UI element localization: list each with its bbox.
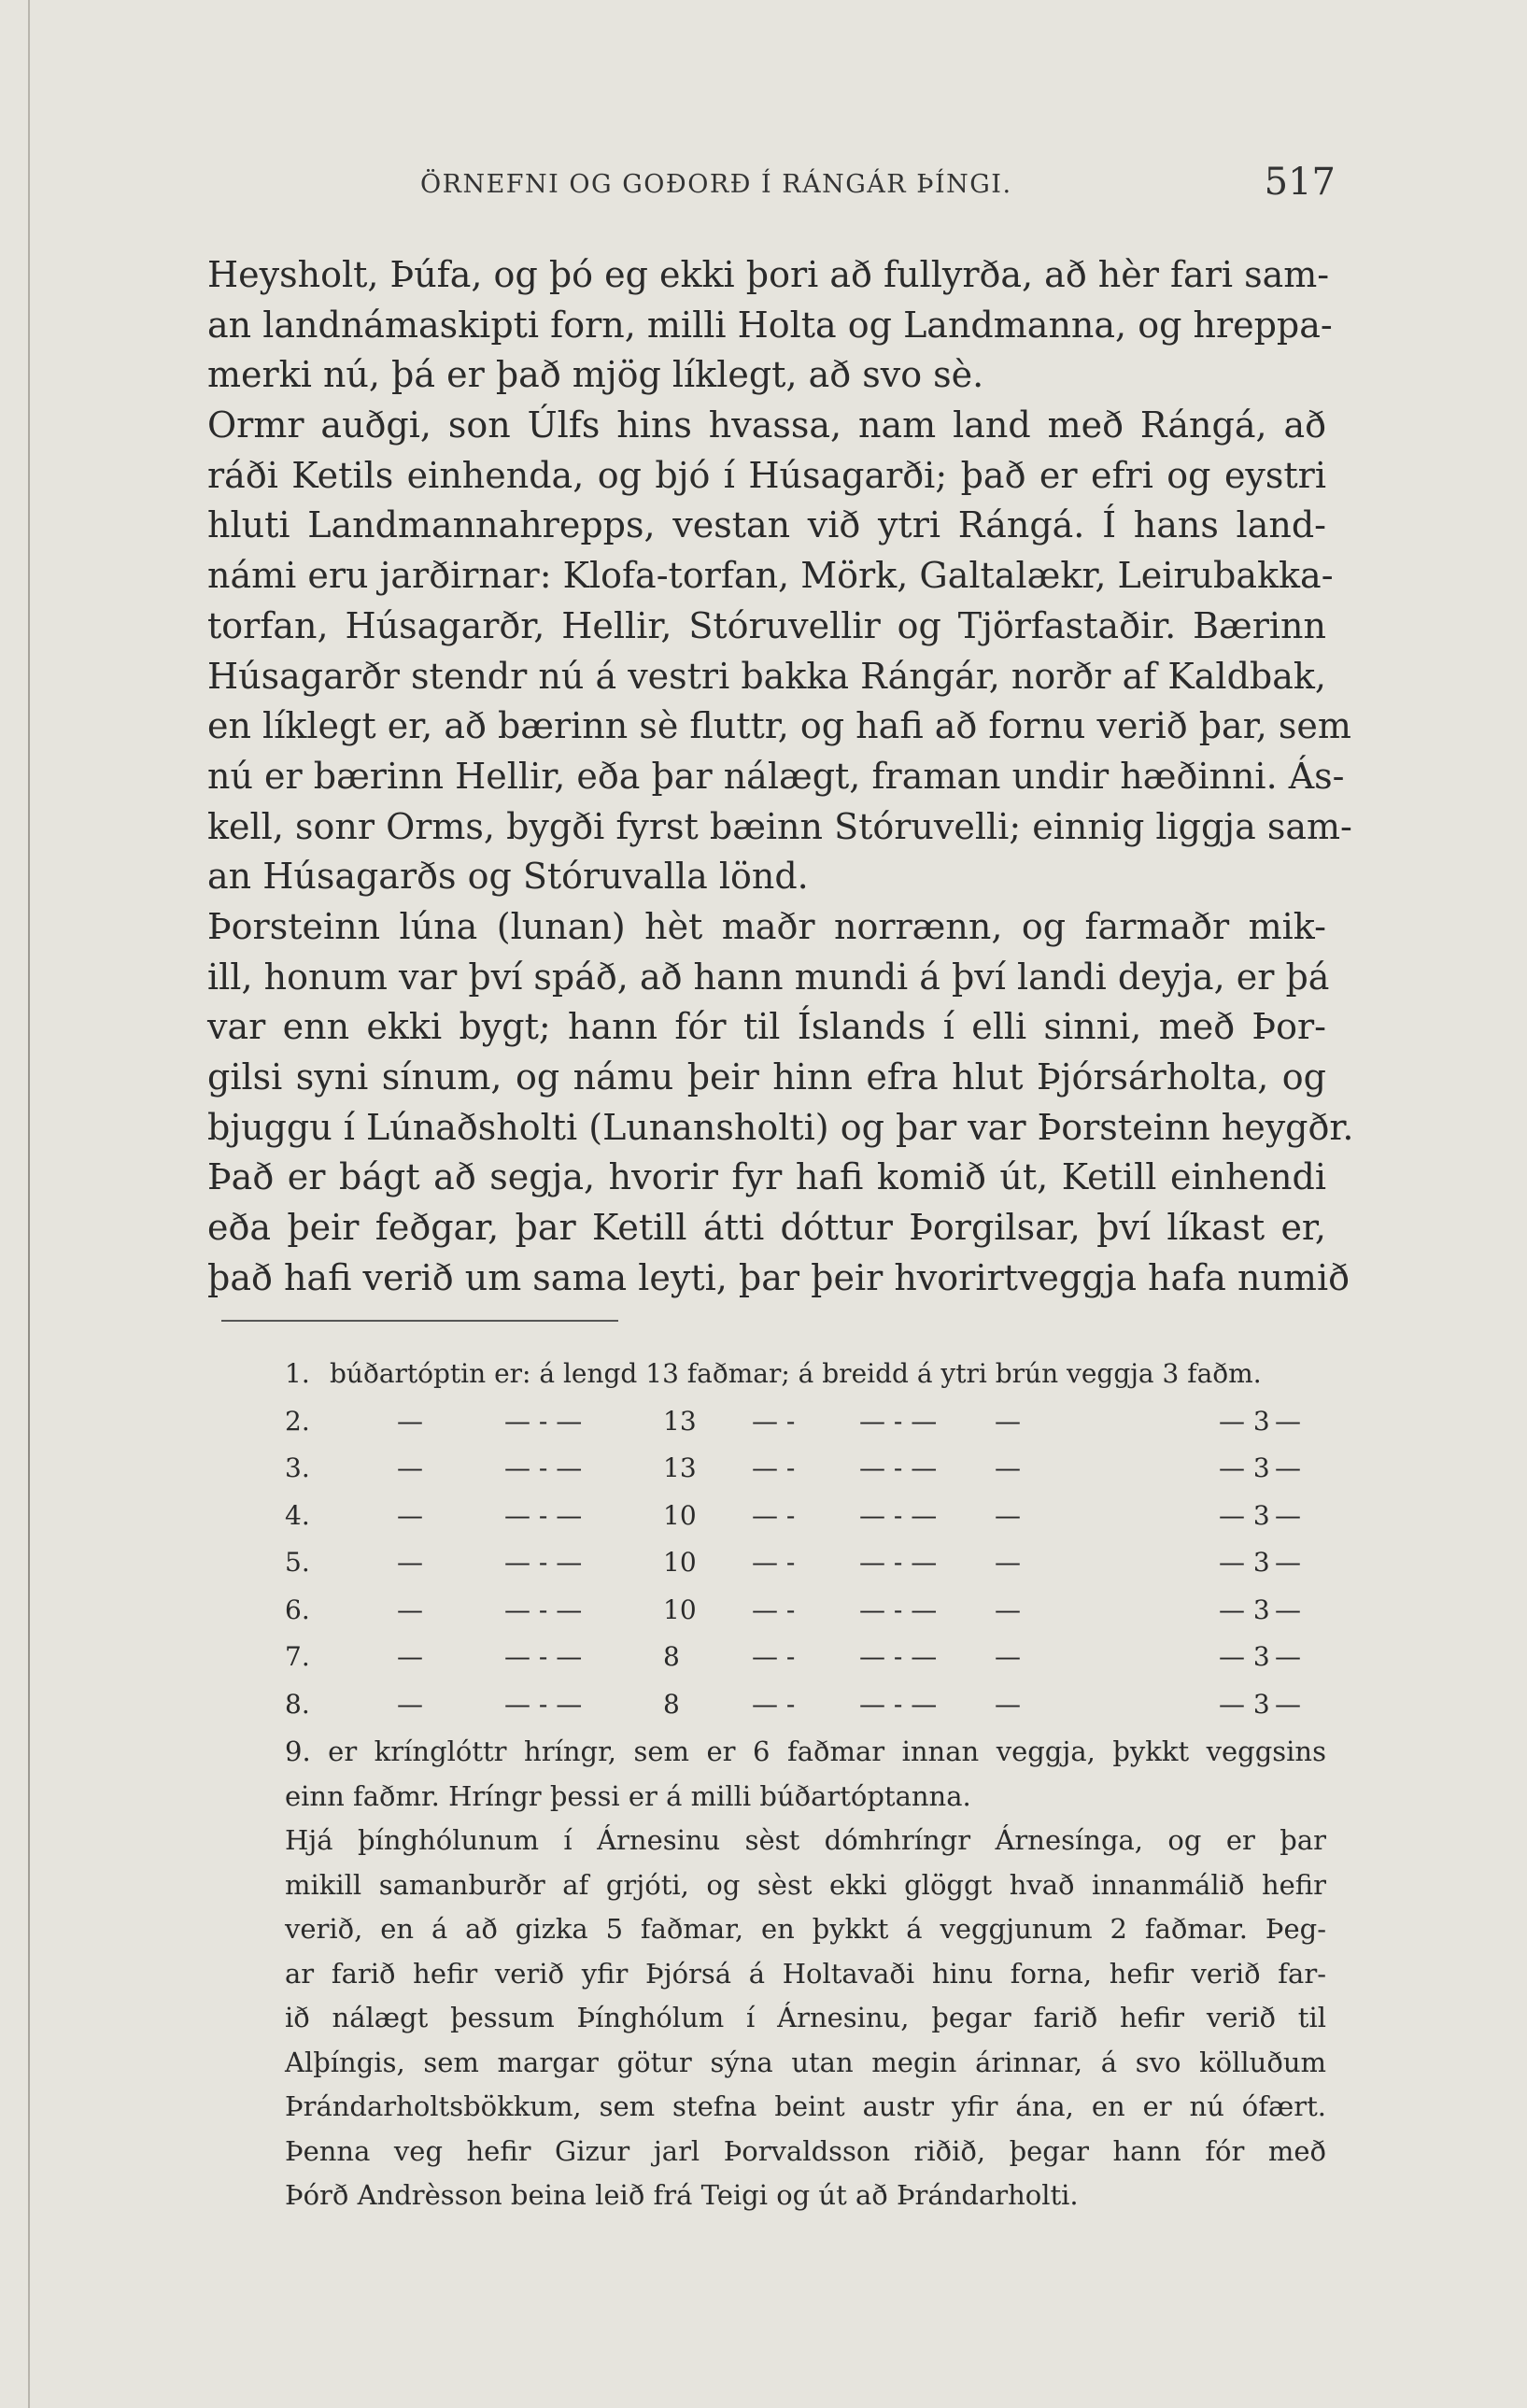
text-line: torfan, Húsagarðr, Hellir, Stóruvellir og Tjörfastaðir. Bærinn	[207, 604, 1326, 646]
text-line: en líklegt er, að bærinn sè fluttr, og hafi að fornu verið þar, sem	[207, 705, 1351, 747]
row-number: 8.	[285, 1688, 310, 1720]
text-line: an landnámaskipti forn, milli Holta og Landmanna, og hreppa-	[207, 304, 1333, 346]
footnote-line: Þrándarholtsbökkum, sem stefna beint austr yfir ána, en er nú ófært.	[285, 2090, 1326, 2122]
table-row	[285, 1493, 1326, 1540]
ditto-mark: — -	[752, 1499, 796, 1531]
row-number: 7.	[285, 1641, 310, 1672]
row-number: 5.	[285, 1547, 310, 1578]
footnote-line: ið nálægt þessum Þínghólum í Árnesinu, þegar farið hefir verið til	[285, 2002, 1326, 2033]
text-line: ráði Ketils einhenda, og bjó í Húsagarði; það er efri og eystri	[207, 454, 1326, 496]
table-row	[285, 1587, 1326, 1635]
footnote-line: ar farið hefir verið yfir Þjórsá á Holtavaði hinu forna, hefir verið far-	[285, 1957, 1326, 1990]
footnote-line: verið, en á að gizka 5 faðmar, en þykkt á veggjunum 2 faðmar. Þeg-	[285, 1913, 1326, 1945]
ditto-mark: — - —	[859, 1547, 938, 1578]
table-row	[285, 1634, 1326, 1681]
text-line: eða þeir feðgar, þar Ketill átti dóttur Þorgilsar, því líkast er,	[207, 1207, 1326, 1249]
ditto-mark: — -	[752, 1452, 796, 1483]
row-number: 3.	[285, 1452, 310, 1483]
footnote-line: einn faðmr. Hríngr þessi er á milli búðartóptanna.	[285, 1779, 971, 1812]
ditto-mark: —	[1275, 1594, 1301, 1625]
text-line: Það er bágt að segja, hvorir fyr hafi komið út, Ketill einhendi	[207, 1156, 1326, 1198]
text-line: Húsagarðr stendr nú á vestri bakka Rángár, norðr af Kaldbak,	[207, 655, 1326, 697]
ditto-mark: —	[397, 1499, 423, 1531]
width-value: — 3	[1219, 1547, 1270, 1578]
width-value: — 3	[1219, 1594, 1270, 1625]
text-line: Ormr auðgi, son Úlfs hins hvassa, nam land með Rángá, að	[207, 404, 1326, 446]
text-line: Þorsteinn lúna (lunan) hèt maðr norrænn, og farmaðr mik-	[207, 905, 1326, 947]
footnote-line: mikill samanburðr af grjóti, og sèst ekki glöggt hvað innanmálið hefir	[285, 1868, 1326, 1901]
width-value: — 3	[1219, 1452, 1270, 1483]
ditto-mark: —	[397, 1405, 423, 1437]
main-text	[207, 250, 1354, 1303]
ditto-mark: —	[397, 1547, 423, 1578]
text-line: námi eru jarðirnar: Klofa-torfan, Mörk, Galtalækr, Leirubakka-	[207, 555, 1334, 597]
ditto-mark: — - —	[504, 1452, 583, 1483]
page-number: 517	[1264, 161, 1336, 204]
ditto-mark: — - —	[504, 1688, 583, 1720]
ditto-mark: — - —	[859, 1452, 938, 1483]
ditto-mark: — - —	[859, 1499, 938, 1531]
ditto-mark: — - —	[859, 1594, 938, 1625]
ditto-mark: —	[1275, 1547, 1301, 1578]
text-line: gilsi syni sínum, og námu þeir hinn efra hlut Þjórsárholta, og	[207, 1056, 1326, 1098]
width-value: — 3	[1219, 1499, 1270, 1531]
text-line: Heysholt, Þúfa, og þó eg ekki þori að fullyrða, að hèr fari sam-	[207, 254, 1330, 295]
table-row	[285, 1681, 1326, 1729]
ditto-mark: —	[995, 1405, 1021, 1437]
footnote-line: Alþíngis, sem margar götur sýna utan megin árinnar, á svo kölluðum	[285, 2046, 1326, 2078]
length-value: 10	[663, 1547, 697, 1578]
ditto-mark: —	[1275, 1405, 1301, 1437]
row-number: 1.	[285, 1358, 310, 1389]
footnote-line: 9. er krínglóttr hríngr, sem er 6 faðmar innan veggja, þykkt veggsins	[285, 1735, 1326, 1767]
text-line: an Húsagarðs og Stóruvalla lönd.	[207, 856, 809, 898]
running-header	[215, 159, 1336, 215]
footnote-line: Þenna veg hefir Gizur jarl Þorvaldsson riðið, þegar hann fór með	[285, 2134, 1326, 2167]
ditto-mark: —	[397, 1641, 423, 1672]
ditto-mark: — - —	[504, 1641, 583, 1672]
ditto-mark: —	[1275, 1688, 1301, 1720]
table-row	[285, 1445, 1326, 1493]
ditto-mark: —	[995, 1688, 1021, 1720]
text-line: kell, sonr Orms, bygði fyrst bæinn Stóruvelli; einnig liggja sam-	[207, 805, 1352, 847]
ditto-mark: — -	[752, 1594, 796, 1625]
table-row	[285, 1351, 1326, 1398]
running-title: ÖRNEFNI OG GOÐORÐ Í RÁNGÁR ÞÍNGI.	[420, 170, 1012, 199]
footnote-line: Þórð Andrèsson beina leið frá Teigi og út að Þrándarholti.	[285, 2179, 1079, 2211]
table-row	[285, 1539, 1326, 1587]
ditto-mark: —	[995, 1452, 1021, 1483]
ditto-mark: —	[995, 1499, 1021, 1531]
ditto-mark: — - —	[859, 1688, 938, 1720]
footnote-divider	[221, 1320, 618, 1322]
measurement-table	[285, 1351, 1326, 1728]
ditto-mark: —	[397, 1688, 423, 1720]
ditto-mark: —	[397, 1594, 423, 1625]
row-number: 4.	[285, 1499, 310, 1531]
length-value: 10	[663, 1499, 697, 1531]
ditto-mark: — -	[752, 1405, 796, 1437]
text-line: merki nú, þá er það mjög líklegt, að svo sè.	[207, 354, 984, 396]
ditto-mark: — -	[752, 1688, 796, 1720]
length-value: 10	[663, 1594, 697, 1625]
ditto-mark: —	[995, 1594, 1021, 1625]
width-value: — 3	[1219, 1641, 1270, 1672]
text-line: ill, honum var því spáð, að hann mundi á því landi deyja, er þá	[207, 956, 1330, 998]
length-value: 8	[663, 1641, 680, 1672]
ditto-mark: —	[397, 1452, 423, 1483]
footnote-line: Hjá þínghólunum í Árnesinu sèst dómhríngr Árnesínga, og er þar	[285, 1824, 1326, 1856]
ditto-mark: — - —	[504, 1405, 583, 1437]
text-line: hluti Landmannahrepps, vestan við ytri Rángá. Í hans land-	[207, 504, 1326, 546]
ditto-mark: —	[1275, 1452, 1301, 1483]
length-value: 13	[663, 1405, 697, 1437]
ditto-mark: —	[1275, 1499, 1301, 1531]
ditto-mark: —	[1275, 1641, 1301, 1672]
text-line: bjuggu í Lúnaðsholti (Lunansholti) og þar var Þorsteinn heygðr.	[207, 1106, 1354, 1148]
text-line: nú er bærinn Hellir, eða þar nálægt, framan undir hæðinni. Ás-	[207, 755, 1345, 797]
page-binding-edge	[28, 0, 30, 2408]
ditto-mark: —	[995, 1641, 1021, 1672]
row-description: búðartóptin er: á lengd 13 faðmar; á breidd á ytri brún veggja 3 faðm.	[330, 1358, 1262, 1389]
text-line: það hafi verið um sama leyti, þar þeir hvorirtveggja hafa numið	[207, 1256, 1350, 1298]
ditto-mark: —	[995, 1547, 1021, 1578]
row-number: 2.	[285, 1405, 310, 1437]
ditto-mark: — - —	[504, 1499, 583, 1531]
ditto-mark: — - —	[504, 1594, 583, 1625]
table-row	[285, 1398, 1326, 1446]
ditto-mark: — - —	[504, 1547, 583, 1578]
ditto-mark: — - —	[859, 1641, 938, 1672]
row-number: 6.	[285, 1594, 310, 1625]
length-value: 8	[663, 1688, 680, 1720]
text-line: var enn ekki bygt; hann fór til Íslands í elli sinni, með Þor-	[207, 1006, 1326, 1048]
footnote-text	[285, 1730, 1326, 2218]
ditto-mark: — -	[752, 1641, 796, 1672]
width-value: — 3	[1219, 1688, 1270, 1720]
ditto-mark: — - —	[859, 1405, 938, 1437]
ditto-mark: — -	[752, 1547, 796, 1578]
length-value: 13	[663, 1452, 697, 1483]
width-value: — 3	[1219, 1405, 1270, 1437]
